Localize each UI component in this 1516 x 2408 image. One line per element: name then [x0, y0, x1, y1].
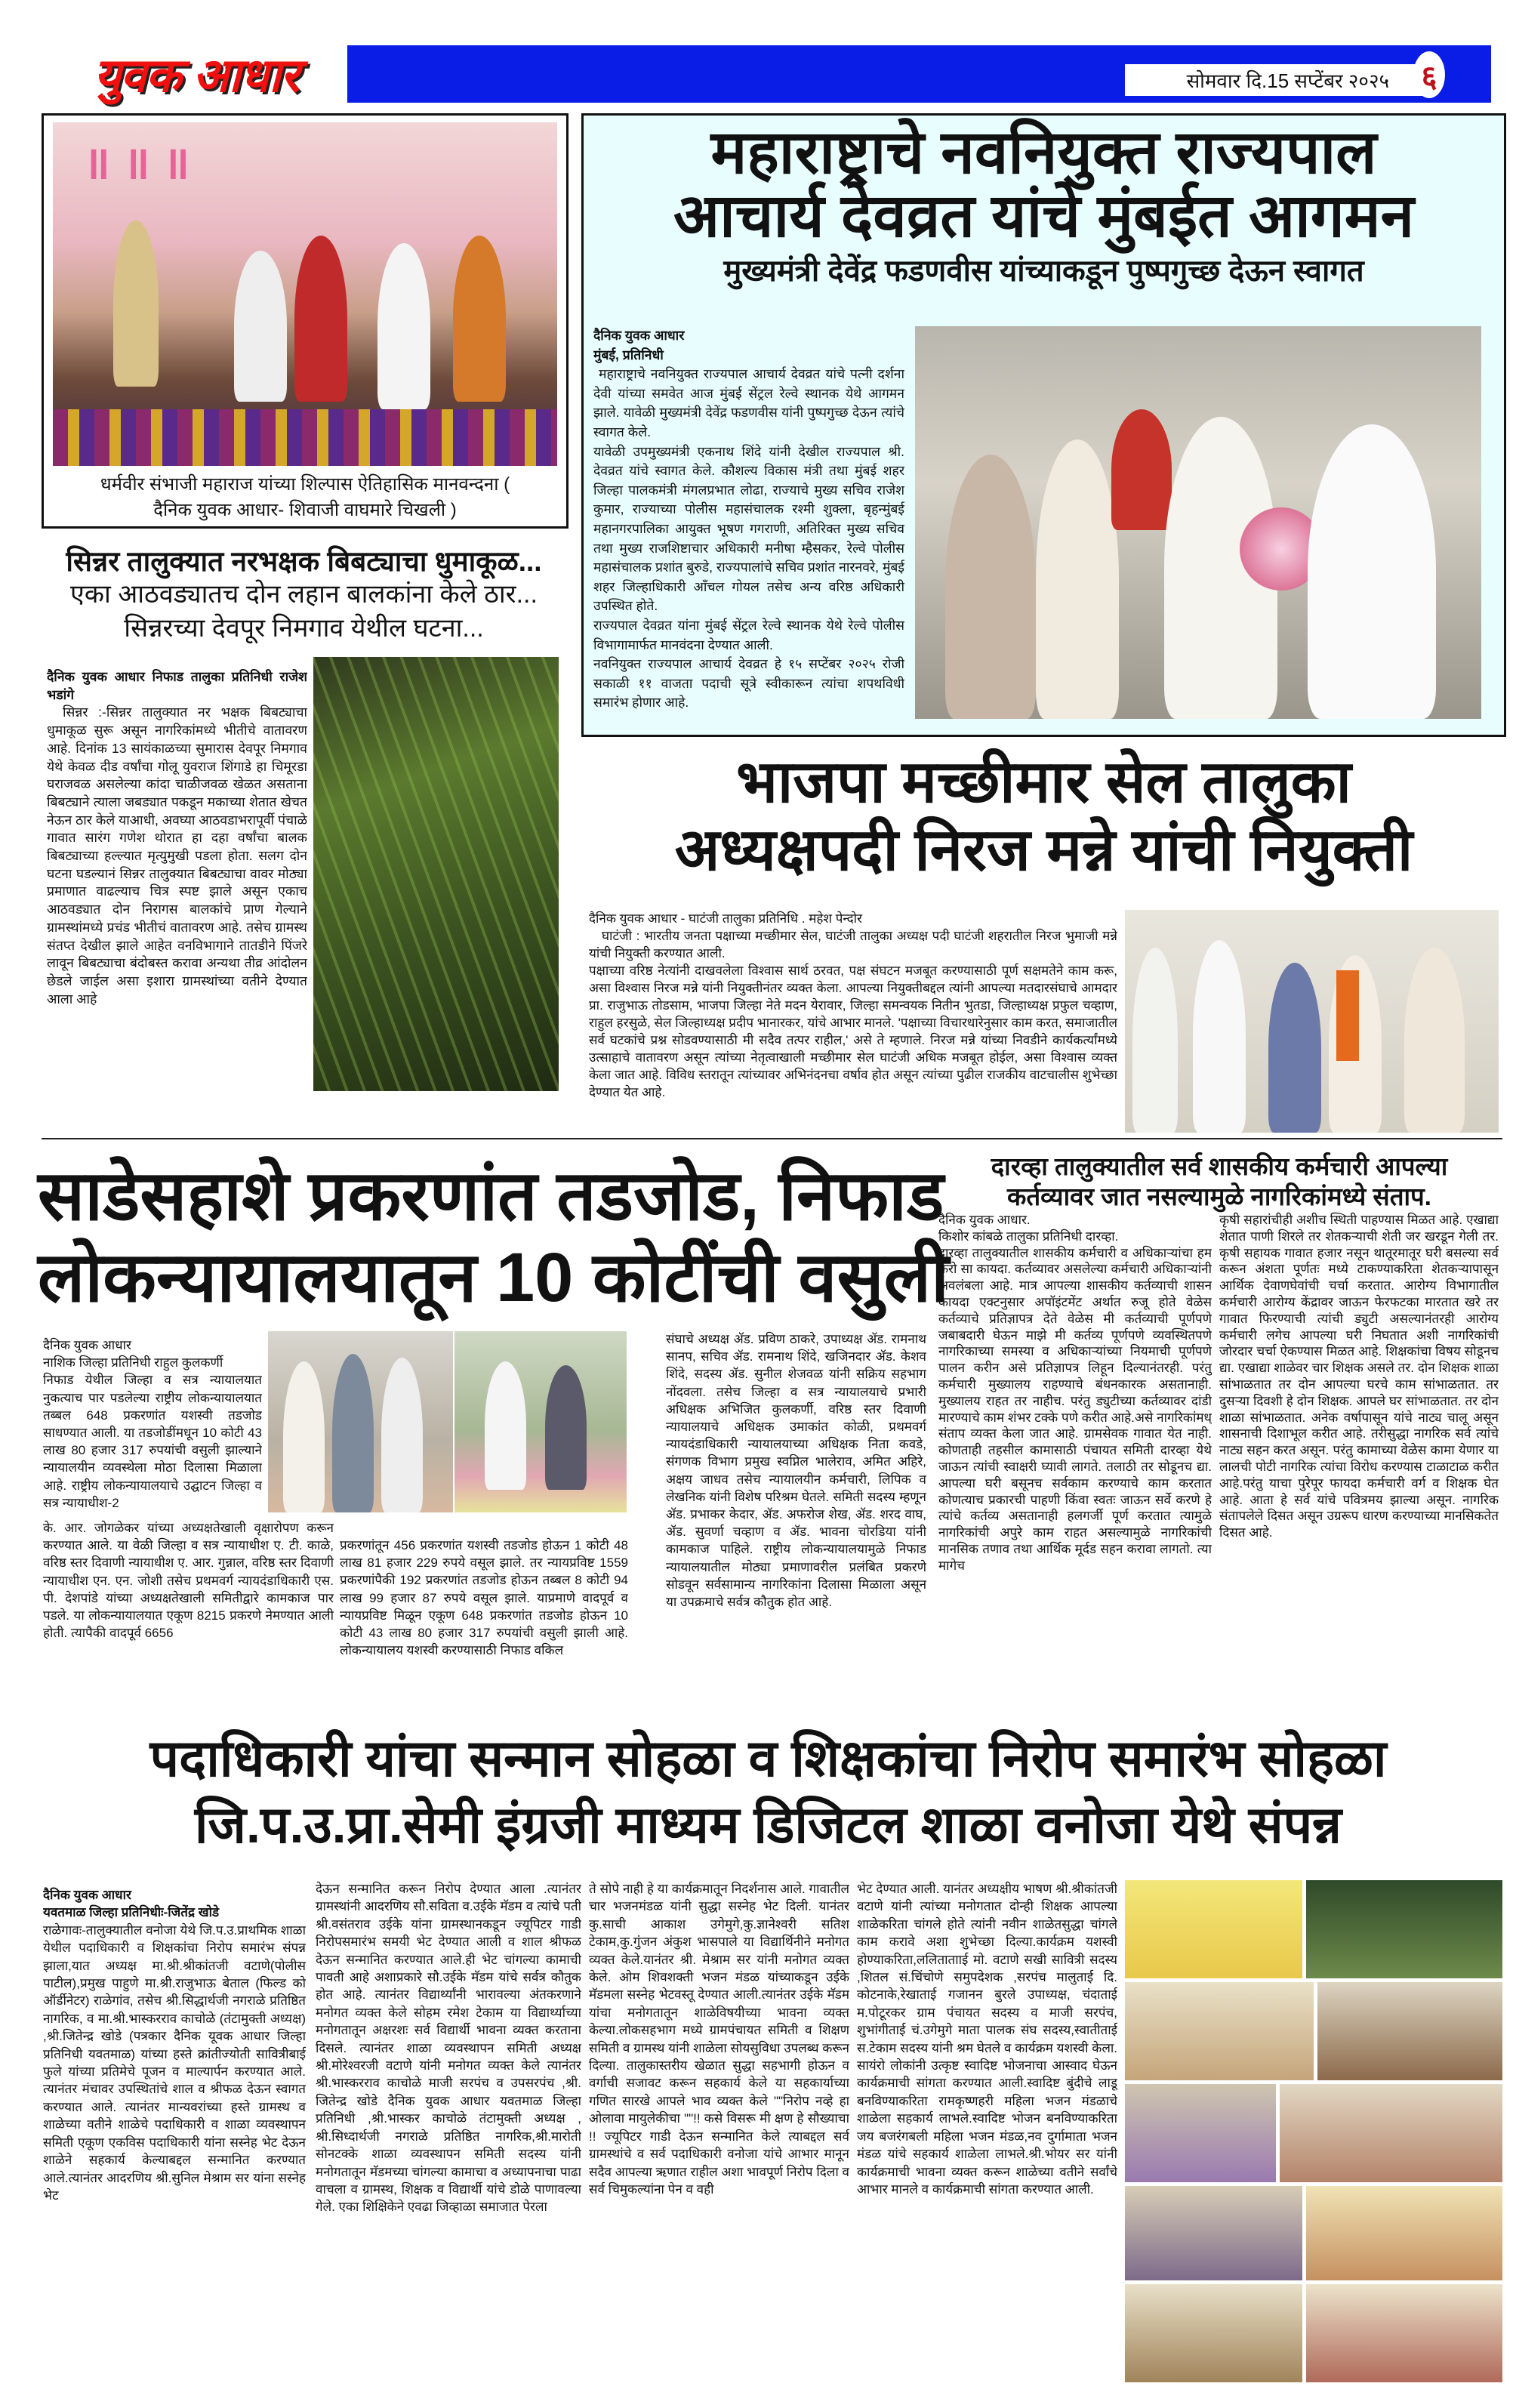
paragraph: देऊन सन्मानित करून निरोप देण्यात आला .त्यानंतर ग्रामस्थांनी आदरणिय सौ.सविता व.उईके मॅडम व त्यांचे पती श्री.वसंतराव उईके यांना ग्रामस्थानकडून ज्यूपिटर गाडी निरोपसमारंभ समयी भेट देण्यात आली व शाल श्रीफळ देऊन सन्मानित करण्यात आले.ही भेट चांगल्या कामाची पावती आहे अशाप्रकारे सौ.उईके मॅडम यांचे सर्वत्र कौतुक होत आहे. त्यानंतर विद्यार्थ्यांनी भारावल्या अंतकरणाने मनोगत व्यक्त केले सोहम रमेश टेकाम या विद्यार्थ्याच्या मनोगतातून अक्षरशः सर्व विद्यार्थी भावना व्यक्त करताना दिसले. त्यानंतर शाळा व्यवस्थापन समिती अध्यक्ष श्री.मोरेश्वरजी वटाणे यांनी मनोगत व्यक्त केले त्यानंतर श्री.भास्करराव काचोळे माजी सरपंच व उपसरपंच ,श्री. जितेन्द्र खोडे दैनिक युवक आधार यवतमाळ जिल्हा प्रतिनिधी ,श्री.भास्कर काचोळे तंटामुक्ती अध्यक्ष , श्री.सिध्दार्थजी नगराळे प्रतिष्ठित नागरिक,श्री.मारोती सोनटक्के शाळा व्यवस्थापन समिती सदस्य यांनी मनोगतातून मॅडमच्या चांगल्या कामाचा व अध्यापनाचा पाढा वाचला व ग्रामस्थ, शिक्षक व विद्यार्थी यांचे डोळे पाणावल्या गेले. एका शिक्षिकेने एवढा जिव्हाळा समाजात पेरला	[316, 1882, 581, 2215]
nifad-article-col1	[43, 1337, 262, 1518]
page-number: ६	[1413, 51, 1445, 98]
subheadline: मुख्यमंत्री देवेंद्र फडणवीस यांच्याकडून पुष्पगुच्छ देऊन स्वागत	[723, 254, 1364, 288]
headline: पदाधिकारी यांचा सन्मान सोहळा व शिक्षकांचा निरोप समारंभ सोहळा	[149, 1730, 1387, 1787]
headline: आचार्य देवव्रत यांचे मुंबईत आगमन	[673, 182, 1414, 249]
governor-headline	[585, 121, 1502, 287]
lok-adalat-group-photo	[268, 1331, 453, 1512]
school-headline	[34, 1725, 1502, 1858]
collage-photo	[1317, 1982, 1502, 2080]
nifad-article-col2	[340, 1537, 628, 1709]
byline: मुंबई, प्रतिनिधी	[593, 347, 664, 362]
paragraph: प्रकरणांतून 456 प्रकरणांत यशस्वी तडजोड होऊन 1 कोटी 48 लाख 81 हजार 229 रुपये वसूल झाले. तर न्यायप्रविष्ट 1559 प्रकरणांपैकी 192 प्रकरणांत तडजोड होऊन तब्बल 8 कोटी 94 लाख 99 हजार 87 रुपये वसूल झाले. याप्रमाणे वादपूर्व व न्यायप्रविष्ट मिळून एकूण 648 प्रकरणांत तडजोड होऊन 10 कोटी 43 लाख 80 हजार 317 रुपयांची वसुली झाली आहे. लोकन्यायालय यशस्वी करण्यासाठी निफाड वकिल	[340, 1538, 628, 1658]
collage-photo	[1125, 2186, 1302, 2280]
headline: कर्तव्यावर जात नसल्यामुळे नागरिकांमध्ये संताप.	[1007, 1182, 1431, 1210]
paragraph: पक्षाच्या वरिष्ठ नेत्यांनी दाखवलेला विश्वास सार्थ ठरवत, पक्ष संघटन मजबूत करण्यासाठी पूर्ण सक्षमतेने काम करू, असा विश्वास निरज मन्ने यांनी नियुक्तीनंतर व्यक्त केला. आपल्या नियुक्तीबद्दल त्यांनी आपल्या मतदारसंघाचे आमदार प्रा. राजुभाऊ तोडसाम, भाजपा जिल्हा नेते मदन येरावार, जिल्हा समन्वयक नितीन भुतडा, जिल्हाध्यक्ष प्रफुल चव्हाण, राहुल हरसुळे, सेल जिल्हाध्यक्ष प्रदीप भानारकर, यांचे आभार मानले. 'पक्षाच्या विचारधारेनुसार काम करत, समाजातील सर्व घटकांचे प्रश्न सोडवण्यासाठी मी सदैव तत्पर राहील,' असे ते म्हणाले. निरज मन्ने यांच्या निवडीने कार्यकर्त्यांमध्ये उत्साहाचे वातावरण असून त्यांच्या नेतृत्वाखाली मच्छीमार सेल घाटंजी अधिक मजबूत होईल, असा विश्वास व्यक्त केला जात आहे. विविध स्तरातून त्यांच्यावर अभिनंदनचा वर्षाव होत असून त्यांच्या पुढील राजकीय वाटचालीस शुभेच्छा देण्यात येत आहे.	[589, 964, 1117, 1099]
collage-photo	[1306, 2284, 1502, 2382]
subheadline: सिन्नरच्या देवपूर निमगाव येथील घटना...	[124, 613, 484, 643]
newspaper-title: युवक आधार	[94, 50, 299, 102]
collage-photo	[1125, 2284, 1302, 2382]
collage-photo	[1306, 1880, 1502, 1978]
byline: यवतमाळ जिल्हा प्रतिनिधीः-जितेंद्र खोडे	[43, 1905, 220, 1920]
sambhaji-maharaj-statue-photo: ॥ ॥ ॥	[53, 122, 557, 466]
caption-line: धर्मवीर संभाजी महाराज यांच्या शिल्पास ऐतिहासिक मानवन्दना (	[100, 474, 510, 495]
darwha-article-col1	[938, 1212, 1212, 1710]
byline: दैनिक युवक आधार - घाटंजी तालुका प्रतिनिधि . महेश पेन्दोर	[589, 911, 862, 926]
caption-line: दैनिक युवक आधार- शिवाजी वाघमारे चिखली )	[153, 500, 457, 520]
collage-photo	[1125, 2084, 1276, 2182]
date-text: सोमवार दि.15 सप्टेंबर २०२५	[1186, 69, 1389, 92]
paragraph: दारव्हा तालुक्यातील शासकीय कर्मचारी व अधिकाऱ्यांचा हम करो सा कायदा. कर्तव्यावर असलेल्या कर्मचारी अधिकाऱ्यांनी अवलंबला आहे. मात्र आपल्या शासकीय कर्तव्याची शासन कायदा एक्टनुसार अपॉइंटमेंट अर्थात रुजू होते वेळेस कर्तव्याचे प्रतिज्ञापत्र देते वेळेस मी कर्तव्याची पूर्णपणे जबाबदारी घेऊन माझे मी कर्तव्य पूर्णपणे व्यवस्थितपणे नागरिकाच्या समस्या व अधिकाऱ्यांच्या नियमाची पूर्णपणे पालन करीन असे प्रतिज्ञापत्र लिहून दिल्यानंतरही. परंतु कर्मचारी मुख्यालय राहण्याचे बंधनकारक असतानाही. मुख्यालय राहत तर नाहीच. परंतु ड्युटीच्या कर्तव्यावर दांडी मारण्याचे काम शंभर टक्के पणे करीत आहे.असे नागरिकांमध् संताप व्यक्त केला जात आहे. ग्रामसेवक गावात येत नाही. कोणताही तहसील कामासाठी पंचायत समिती दारव्हा येथे जाऊन त्यांची स्वाक्षरी घ्यावी लागते. तलाठी तर सोडूनच द्या. आपल्या घरी बसूनच सर्वकाम करण्याचे काम करतात कोणत्याच प्रकारची पाहणी किंवा स्वतः जाऊन सर्वे करणे हे त्यांचे कर्तव्य असतानाही हलगर्जी पूर्ण करतात त्यामुळे नागरिकांची अपुरे काम राहत असल्यामुळे नागरिकांची मानसिक तणाव तथा आर्थिक मूर्दड सहन करावा लागतो. त्या मागेच	[938, 1245, 1212, 1573]
paragraph: कृषी सहारांचीही अशीच स्थिती पाहण्यास मिळत आहे. एखाद्या शेतात पाणी शिरले तर शेतकऱ्याची शेती जर खरडून गेली तर. कृषी सहायक गावात हजार नसून थातूरमातूर घरी बसल्या सर्व करून अंशता पूर्णतः मध्ये टाकण्याकरिता शेतकऱ्यापासून आर्थिक देवाणघेवांची चर्चा करतात. आरोग्य विभागातील कर्मचारी आरोग्य केंद्रावर जाऊन फेरफटका मारतात खरे तर गावात फिरण्याची त्यांची ड्युटी असल्यानंतरही आरोग्य कर्मचारी लगेच आपल्या घरी निघतात अशी नागरिकांची जोरदार चर्चा ऐकण्यास मिळत आहे. शिक्षकांचा विषय सोडूनच द्या. एखाद्या शाळेवर चार शिक्षक असले तर. दोन शिक्षक शाळा सांभाळतात तर दोन आपल्या घरचे काम सांभाळतात. तर दुसऱ्या दिवशी हे दोन शिक्षक. आपले घर सांभाळतात. तर दोन शाळा सांभाळतात. अनेक वर्षापासून यांचे नाट्य चालू असून शासनाची दिशाभूल करीत आहे. तरीसुद्धा नागरिक सर्व त्यांचे नाट्य सहन करत असून. परंतु कामाच्या वेळेस कामा येणार या लालची पोटी नागरिक त्यांचा विरोध करण्यास टाळाटाळ करीत आहे.परंतु याचा पुरेपूर फायदा कर्मचारी वर्ग व शिक्षक घेत आहे. आता हे सर्व यांचे पवित्रमय झाल्या असून. नागरिक संतापलेले दिसत असून उग्ररूप धारण करण्याच्या मानसिकतेत दिसत आहे.	[1219, 1213, 1499, 1540]
tree-plantation-photo	[454, 1331, 627, 1512]
subheadline: एका आठवड्यातच दोन लहान बालकांना केले ठार...	[70, 579, 538, 609]
sinnar-article-body	[47, 668, 307, 1091]
bjp-headline	[585, 748, 1502, 883]
photo-caption	[53, 472, 557, 523]
paragraph: भेट देण्यात आली. यानंतर अध्यक्षीय भाषण श्री.श्रीकांतजी वटाणे यांनी त्यांच्या मनोगतात दोन्ही शिक्षक आपल्या शाळेकरिता चांगले होते त्यांनी नवीन शाळेतसुद्धा चांगले काम करावे अशा शुभेच्छा दिल्या.कार्यक्रम यशस्वी होण्याकरिता,ललितातााई मो. वटाणे सखी सावित्री सदस्य ,शितल सं.चिंचोणे समुपदेशक ,सरपंच मालुताई दि. कोटनाके,रेखाताई गजानन बुरले उपाध्यक्ष, चंदाताई म.पोटूरकर ग्राम पंचायत सदस्य व माजी सरपंच, शुभांगीताई चं.उगेमुगे माता पालक संघ सदस्य,स्वातीताई स.टेकाम सदस्य यांनी श्रम घेतले व कार्यक्रम यशस्वी केला. सायंरो लोकांनी उत्कृष्ट स्वादिष्ट भोजनाचा आस्वाद घेऊन कार्यक्रमाची सांगता करण्यात आली.स्वादिष्ट बुंदीचे लाडू बनविण्याकरिता रामकृष्णहरी महिला भजन मंडळाचे शाळेला सहकार्य लाभले.स्वादिष्ट भोजन बनविण्याकरिता जय बजरंगबली महिला भजन मंडळ,नव दुर्गामाता भजन मंडळ यांचे सहकार्य शाळेला लाभले.श्री.भोयर सर यांनी कार्यक्रमाची भावना व्यक्त करून शाळेच्या वतीने सर्वांचे आभार मानले व कार्यक्रमाची सांगता करण्यात आली.	[857, 1882, 1117, 2197]
paragraph: संघाचे अध्यक्ष ॲड. प्रविण ठाकरे, उपाध्यक्ष ॲड. रामनाथ सानप, सचिव ॲड. रामनाथ शिंदे, खजिनदार ॲड. केशव शिंदे, सदस्य ॲड. सुनील शेजवळ यांनी सक्रिय सहभाग नोंदवला. तसेच जिल्हा व सत्र न्यायालयाचे प्रभारी अधिक्षक अभिजित कुलकर्णी, वरिष्ठ स्तर दिवाणी न्यायालयाचे अधिक्षक उमाकांत कोळी, प्रथमवर्ग न्यायदंडाधिकारी न्यायालयाच्या अधिक्षक निता कवडे, संगणक विभाग प्रमुख स्वप्निल भालेराव, अमित अहिरे, अक्षय जाधव तसेच न्यायालयीन कर्मचारी, लिपिक व लेखनिक यांनी विशेष परिश्रम घेतले. समिती सदस्य म्हणून ॲड. प्रभाकर केदार, ॲड. अफरोज शेख, ॲड. शरद वाघ, ॲड. सुवर्णा चव्हाण व ॲड. भावना चोरडिया यांनी कामकाज पाहिले. राष्ट्रीय लोकन्यायालयामुळे निफाड न्यायालयातील मोठ्या प्रमाणावरील प्रलंबित प्रकरणे सोडवून सर्वसामान्य नागरिकांना दिलासा मिळाला असून या उपक्रमाचे सर्वत्र कौतुक होत आहे.	[666, 1332, 926, 1610]
byline: नाशिक जिल्हा प्रतिनिधी राहुल कुलकर्णी	[43, 1355, 223, 1370]
nifad-headline	[38, 1155, 949, 1318]
paragraph: ते सोपे नाही हे या कार्यक्रमातून निदर्शनास आले. गावातील चार भजनमंडळ यांनी सुद्धा सस्नेह भेट दिली. यानंतर कु.साची आकाश उगेमुगे,कु.ज्ञानेश्वरी सतिश टेकाम,कु.गुंजन अंकुश भासपाले या विद्यार्थिनीने मनोगत व्यक्त केले.यानंतर श्री. मेश्राम सर यांनी मनोगत व्यक्त केले. ओम शिवशक्ती भजन मंडळ यांच्याकडून उईके मॅडमला सस्नेह भेटवस्तू देण्यात आली.त्यानंतर उईके मॅडम यांचा मनोगतातून शाळेविषयीच्या भावना व्यक्त केल्या.लोकसहभाग मध्ये ग्रामपंचायत समिती व शिक्षण समिती व ग्रामस्थ यांनी शाळेला सोयसुविधा उपलब्ध करून दिल्या. तालुकास्तरीय खेळात सुद्धा सहभागी होऊन व वर्गाची सजावट करून सहकार्य केले या सहकार्याच्या गणित सारखे आपले भाव व्यक्त केले ""निरोप नव्हे हा ओलावा मायुलेकीचा ""!! कसे विसरू मी क्षण हे सौख्याचा !! ज्यूपिटर गाडी देऊन सन्मानित केले त्याबद्दल सर्व ग्रामस्थांचे व सर्व पदाधिकारी वनोजा यांचे आभार मानून सदैव आपल्या ऋणात राहील अशा भावपूर्ण निरोप दिला व सर्व चिमुकल्यांना पेन व वही	[589, 1882, 849, 2197]
school-event-photo-collage	[1125, 1880, 1502, 2382]
byline: किशोर कांबळे तालुका प्रतिनिधी दारव्हा.	[938, 1229, 1119, 1244]
darwha-headline	[936, 1152, 1502, 1212]
collage-photo	[1125, 1982, 1314, 2080]
darwha-article-col2	[1219, 1212, 1499, 1710]
bjp-article-body	[589, 910, 1117, 1136]
leopard-attack-site-photo	[313, 657, 559, 1091]
headline: साडेसहाशे प्रकरणांत तडजोड, निफाड	[38, 1158, 944, 1235]
nifad-article-col1-continued	[43, 1519, 334, 1708]
paragraph: नवनियुक्त राज्यपाल आचार्य देवव्रत हे १५ सप्टेंबर २०२५ रोजी सकाळी ११ वाजता पदाची सूत्रे स्वीकारून त्यांचा शपथविधी समारंभ होणार आहे.	[593, 656, 904, 711]
byline: दैनिक युवक आधार निफाड तालुका प्रतिनिधी राजेश भडांगे	[47, 669, 307, 702]
paragraph: महाराष्ट्राचे नवनियुक्त राज्यपाल आचार्य देवव्रत यांचे पत्नी दर्शना देवी यांच्या समवेत आज मुंबई सेंट्रल रेल्वे स्थानक येथे आगमन झाले. यावेळी मुख्यमंत्री देवेंद्र फडणवीस यांनी पुष्पगुच्छ देऊन त्यांचे स्वागत केले.	[593, 366, 904, 439]
section-divider	[42, 1138, 1502, 1139]
byline: दैनिक युवक आधार	[43, 1888, 131, 1902]
governor-welcome-photo	[915, 326, 1481, 719]
headline: दारव्हा तालुक्यातील सर्व शासकीय कर्मचारी आपल्या	[991, 1152, 1448, 1180]
byline: दैनिक युवक आधार.	[938, 1213, 1031, 1227]
collage-photo	[1280, 2084, 1502, 2182]
school-article-col3	[589, 1880, 849, 2381]
school-article-col1	[43, 1886, 306, 2381]
school-article-col2	[316, 1880, 581, 2381]
paragraph: राळेगावः-तालुक्यातील वनोजा येथे जि.प.उ.प्राथमिक शाळा येथील पदाधिकारी व शिक्षकांचा निरोप समारंभ संपन्न झाला,यात अध्यक्ष मा.श्री.श्रीकांतजी वटाणे(पोलीस पाटील),प्रमुख पाहुणे मा.श्री.राजुभाऊ बेताल (फिल्ड को ऑर्डीनेटर) राळेगांव, तसेच श्री.सिद्धार्थजी नगराळे प्रतिष्ठित नागरिक, व मा.श्री.भास्करराव काचोळे (तंटामुक्ती अध्यक्ष) ,श्री.जितेन्द्र खोडे (पत्रकार दैनिक यूवक आधार जिल्हा प्रतिनिधी यवतमाळ) यांच्या हस्ते क्रांतीज्योती सावित्रीबाई फुले यांच्या प्रतिमेचे पूजन व माल्यार्पन करण्यात आले. त्यानंतर मंचावर उपस्थितांचे शाल व श्रीफळ देऊन स्वागत करण्यात आले. त्यानंतर मान्यवरांच्या हस्ते ग्रामस्थ व शाळेच्या वतीने शाळेचे पदाधिकारी व शाळा व्यवस्थापन समिती एकूण एकविस पदाधिकारी यांना सस्नेह भेट देऊन शाळेने सहकार्य केल्याबद्दल सन्मानित करण्यात आले.त्यानंतर आदरणिय श्री.सुनिल मेश्राम सर यांना सस्नेह भेट	[43, 1922, 306, 2203]
paragraph: घाटंजी : भारतीय जनता पक्षाच्या मच्छीमार सेल, घाटंजी तालुका अध्यक्ष पदी घाटंजी शहरातील निरज भुमाजी मन्ने यांची नियुक्ती करण्यात आली.	[589, 929, 1117, 960]
newspaper-logo	[45, 45, 347, 103]
byline: दैनिक युवक आधार	[593, 328, 685, 343]
headline: अध्यक्षपदी निरज मन्ने यांची नियुक्ती	[674, 816, 1413, 883]
byline: दैनिक युवक आधार	[43, 1338, 131, 1352]
headline: महाराष्ट्राचे नवनियुक्त राज्यपाल	[710, 119, 1377, 186]
headline: लोकन्यायालयातून 10 कोटींची वसुली	[38, 1239, 949, 1316]
headline: भाजपा मच्छीमार सेल तालुका	[736, 748, 1351, 815]
paragraph: राज्यपाल देवव्रत यांना मुंबई सेंट्रल रेल्वे स्थानक येथे रेल्वे पोलीस विभागामार्फत मानवंदना देण्यात आली.	[593, 617, 904, 652]
headline: जि.प.उ.प्रा.सेमी इंग्रजी माध्यम डिजिटल शाळा वनोजा येथे संपन्न	[194, 1796, 1342, 1854]
bjp-appointment-photo	[1125, 910, 1499, 1133]
headline: सिन्नर तालुक्यात नरभक्षक बिबट्याचा धुमाकूळ...	[66, 546, 542, 577]
paragraph: सिन्नर :-सिन्नर तालुक्यात नर भक्षक बिबट्याचा धुमाकूळ सुरू असून नागरिकांमध्ये भीतीचे वातावरण आहे. दिनांक 13 सायंकाळच्या सुमारास देवपूर निमगाव येथे केवळ दीड वर्षांचा गोलू युवराज शिंगाडे हा चिमूरडा घराजवळ असलेल्या कांदा चाळीजवळ खेळत असताना बिबट्याने त्याला जबड्यात पकडून मकाच्या शेतात खेचत नेऊन ठार केले याआधी, अवघ्या आठवडाभरापूर्वी पंचाळे गावात सारंग गणेश थोरात हा दहा वर्षांचा बालक बिबट्याच्या हल्ल्यात मृत्युमुखी पडला होता. सलग दोन घटना घडल्यानं सिन्नर तालुक्यात बिबट्याचा वावर मोठ्या प्रमाणात वाढल्याच चित्र स्पष्ट झाले असून एकाच आठवड्यात दोन निरागस बालकांचे प्राण गेल्याने ग्रामस्थांमध्ये प्रचंड भीतीचं वातावरण आहे. तसेच ग्रामस्थ संतप्त देखील झाले आहेत वनविभागाने तातडीने पिंजरे लावून बिबट्याचा बंदोबस्त करावा अन्यथा तीव्र आंदोलन छेडले जाईल असा इशारा ग्रामस्थांच्या वतीने देण्यात आला आहे	[47, 705, 307, 1007]
sinnar-headline	[34, 547, 574, 645]
school-article-col4	[857, 1880, 1117, 2381]
paragraph: निफाड येथील जिल्हा व सत्र न्यायालयात नुकत्याच पार पडलेल्या राष्ट्रीय लोकन्यायालयात तब्बल 648 प्रकरणांत यशस्वी तडजोड साधण्यात आली. या तडजोडींमधून 10 कोटी 43 लाख 80 हजार 317 रुपयांची वसुली झाल्याने न्यायालयीन व्यवस्थेला मोठा दिलासा मिळाला आहे. राष्ट्रीय लोकन्यायालयाचे उद्घाटन जिल्हा व सत्र न्यायाधीश-2	[43, 1373, 262, 1510]
issue-date	[1125, 64, 1427, 96]
nifad-article-col3	[666, 1330, 926, 1708]
paragraph: के. आर. जोगळेकर यांच्या अध्यक्षतेखाली वृक्षारोपण करून करण्यात आले. या वेळी जिल्हा व सत्र न्यायाधीश ए. टी. काळे, वरिष्ठ स्तर दिवाणी न्यायाधीश ए. आर. गुन्नाल, वरिष्ठ स्तर दिवाणी न्यायाधीश एन. एन. जोशी तसेच प्रथमवर्ग न्यायदंडाधिकारी एस. पी. देशपांडे यांच्या अध्यक्षतेखाली समितीद्वारे कामकाज पार पडले. या लोकन्यायालयात एकूण 8215 प्रकरणे नेमण्यात आली होती. त्यापैकी वादपूर्व 6656	[43, 1521, 334, 1641]
governor-article-body	[593, 326, 904, 734]
paragraph: यावेळी उपमुख्यमंत्री एकनाथ शिंदे यांनी देखील राज्यपाल श्री. देवव्रत यांचे स्वागत केले. कौशल्य विकास मंत्री तथा मुंबई शहर जिल्हा पालकमंत्री मंगलप्रभात लोढा, राज्याचे मुख्य सचिव राजेश कुमार, राज्याच्या पोलीस महासंचालक रश्मी शुक्ला, बृहन्मुंबई महानगरपालिका आयुक्त भूषण गगराणी, अतिरिक्त मुख्य सचिव तथा मुख्य राजशिष्टाचार अधिकारी मनीषा म्हैसकर, रेल्वे पोलीस महासंचालक प्रशांत बुरुडे, राज्यपालांचे सचिव प्रशांत नारनवरे, मुंबई शहर जिल्हाधिकारी आँचल गोयल तसेच अन्य वरिष्ठ अधिकारी उपस्थित होते.	[593, 443, 904, 614]
collage-photo	[1125, 1880, 1302, 1978]
collage-photo	[1306, 2186, 1502, 2280]
